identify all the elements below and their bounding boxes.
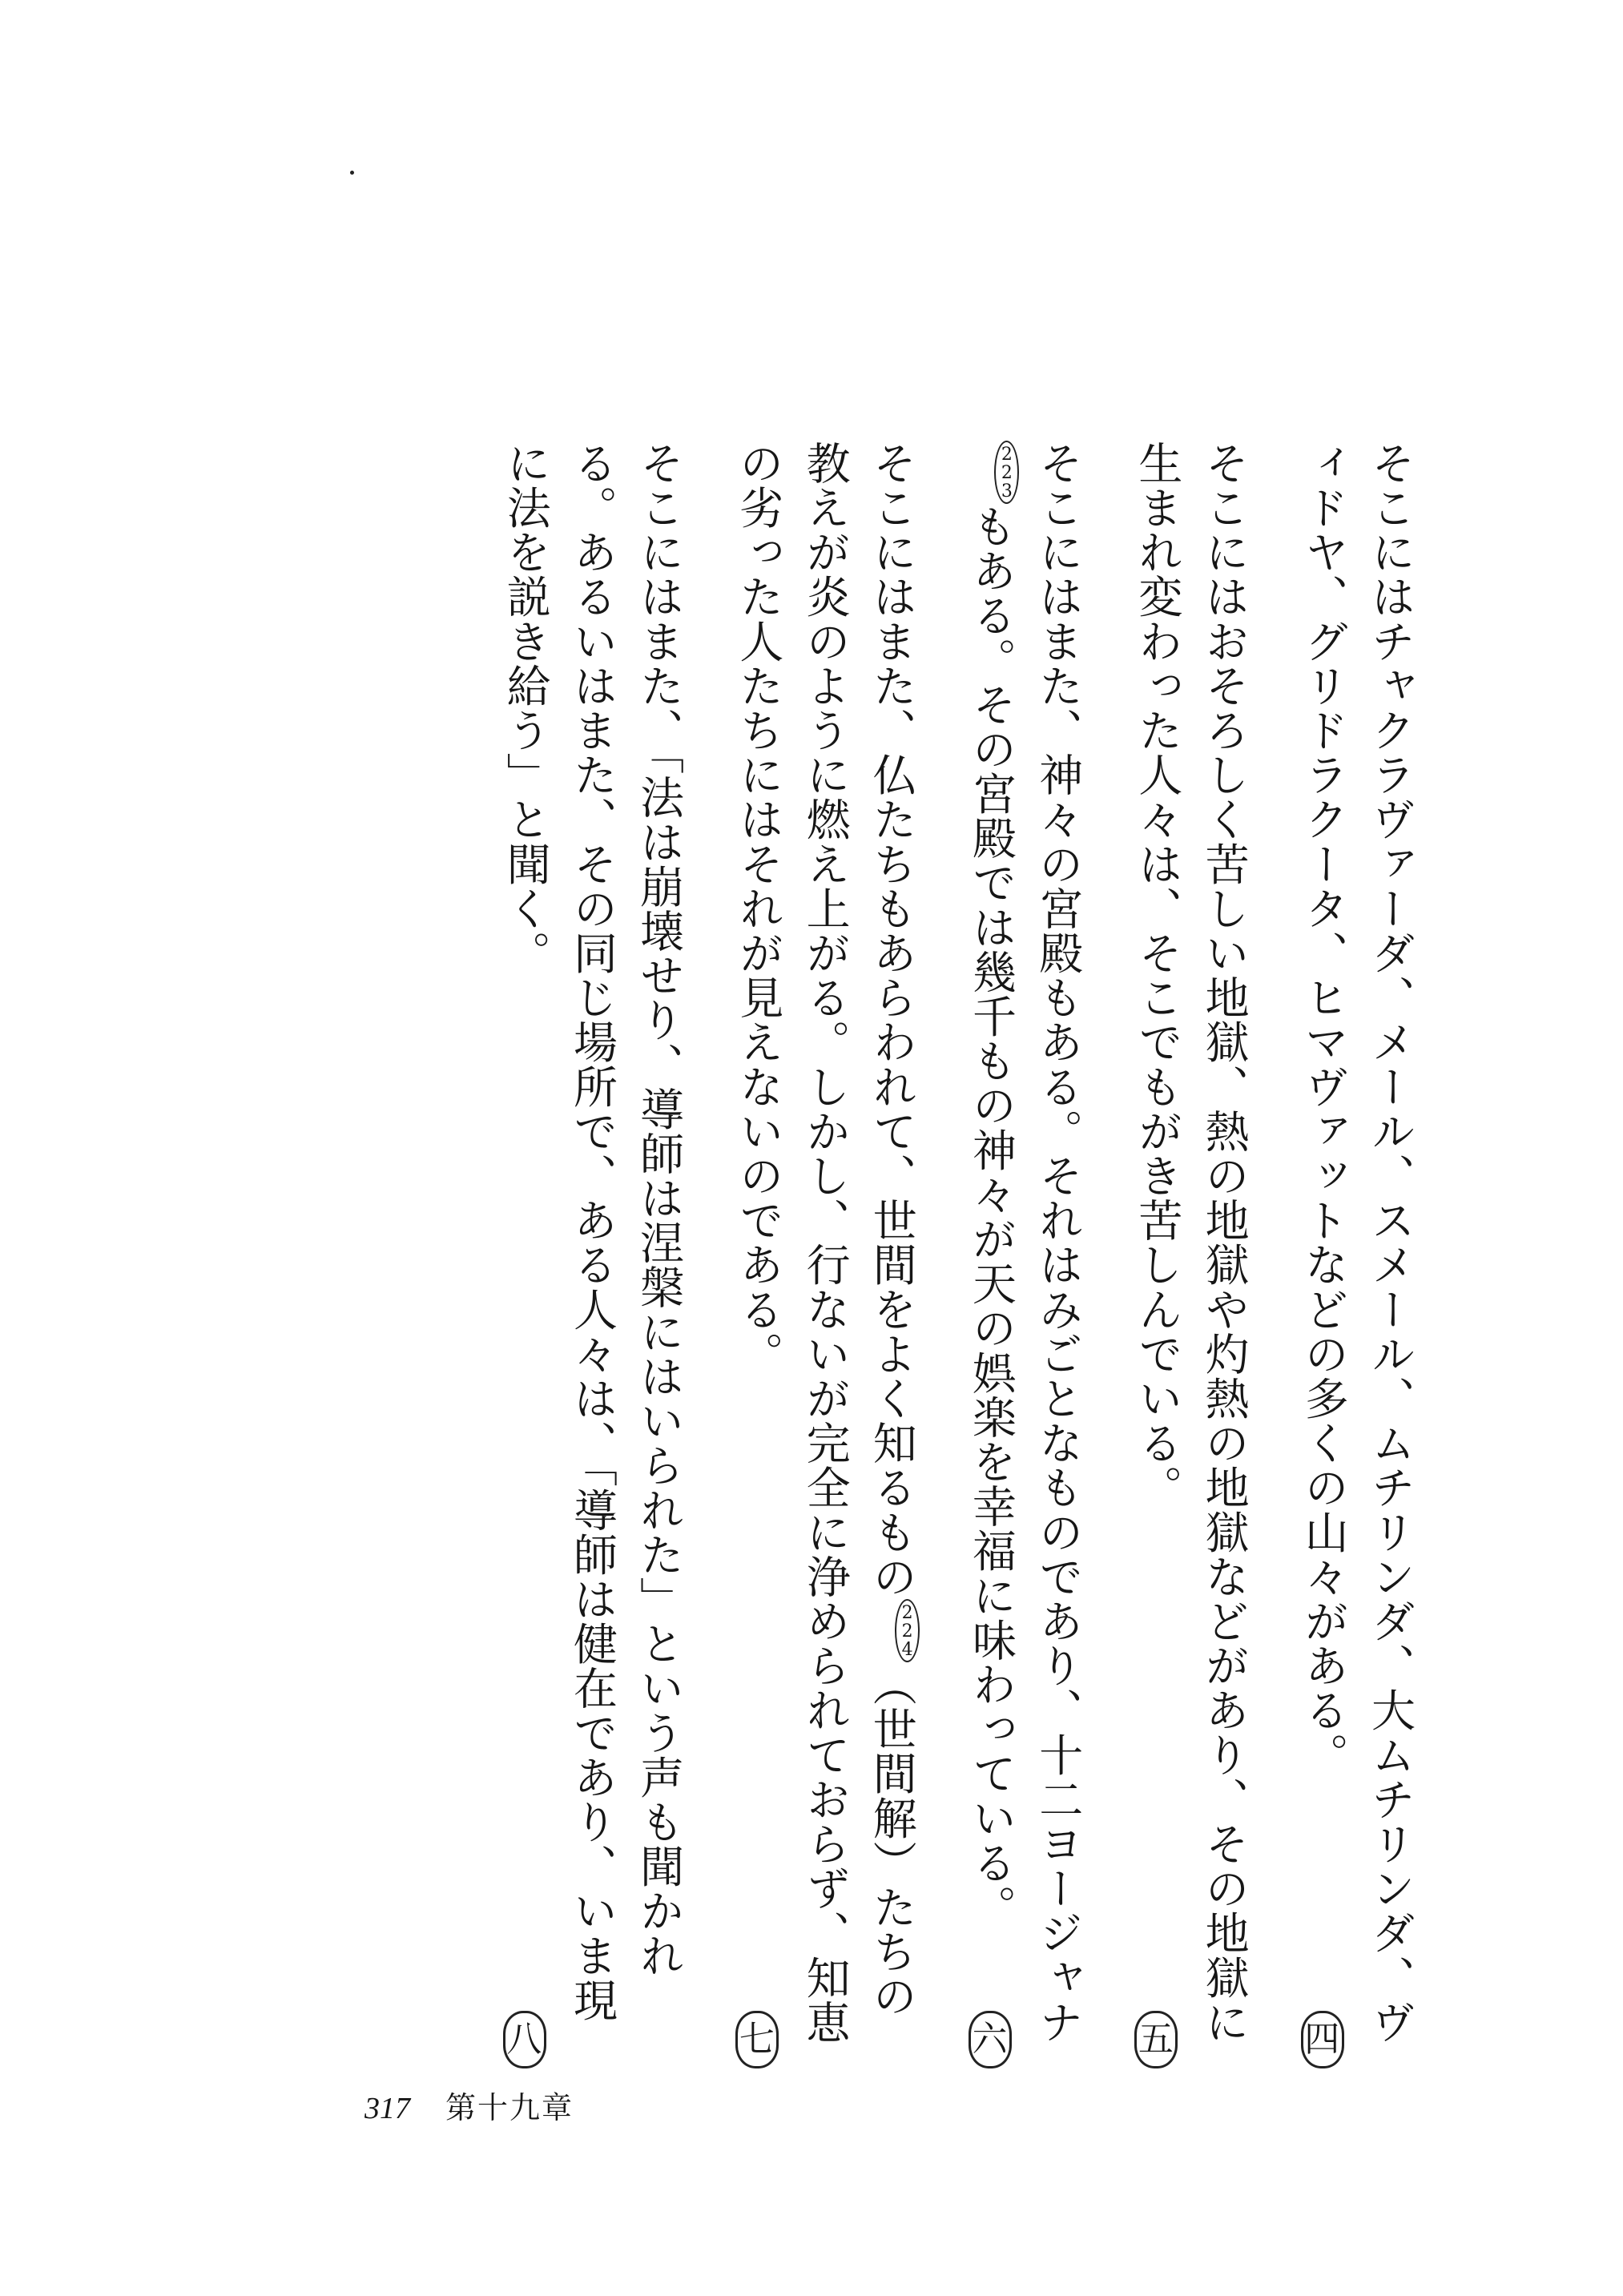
footnote-marker-224: 224 <box>895 1599 920 1662</box>
verse-number-5: 五 <box>1134 2011 1178 2068</box>
paragraph-8-text: そこにはまた、「法は崩壊せり、導師は涅槃にはいられた」という声も聞かれる。あるいはまた、その同じ場所で、ある人々は、「導師は健在であり、いま現に法を説き給う」と聞く。 <box>499 441 685 2023</box>
footnote-marker-223: 223 <box>994 441 1019 504</box>
paragraph-7-text-before: そこにはまた、仏たちもあらわれて、世間をよく知るもの <box>865 441 917 1599</box>
scan-speck <box>350 171 354 175</box>
main-text-block <box>492 441 1423 2059</box>
paragraph-6 <box>957 441 1090 2059</box>
paragraph-5 <box>1123 441 1256 2059</box>
paragraph-4 <box>1290 441 1423 2059</box>
verse-number-4: 四 <box>1301 2011 1344 2068</box>
verse-number-6: 六 <box>969 2011 1012 2068</box>
verse-number-7: 七 <box>735 2011 779 2068</box>
paragraph-7 <box>724 441 924 2059</box>
chapter-title: 第十九章 <box>445 2090 574 2125</box>
paragraph-4-text: そこにはチャクラヴァーダ、メール、スメール、ムチリンダ、大ムチリンダ、ヴィドヤ、グリドラクータ、ヒマヴァットなどの多くの山々がある。 <box>1297 441 1416 2044</box>
page-number: 317 <box>364 2092 410 2125</box>
paragraph-5-text: そこにはおそろしく苦しい地獄、熱の地獄や灼熱の地獄などがあり、その地獄に生まれ変わった人々は、そこでもがき苦しんでいる。 <box>1131 441 1250 2044</box>
paragraph-6-text-after: もある。その宮殿では幾千もの神々が天の娯楽を幸福に味わっている。 <box>965 504 1017 1930</box>
page-footer <box>364 2083 574 2127</box>
verse-number-8: 八 <box>503 2011 546 2068</box>
paragraph-8 <box>492 441 692 2059</box>
paragraph-6-text-before: そこにはまた、神々の宮殿もある。それはみごとなものであり、十二ヨージャナ <box>1032 441 1084 2044</box>
paragraph-7-text-after: （世間解）たちの教えが炎のように燃え上がる。しかし、行ないが完全に浄められておらず、知恵の劣った人たちにはそれが見えないのである。 <box>732 441 917 2044</box>
